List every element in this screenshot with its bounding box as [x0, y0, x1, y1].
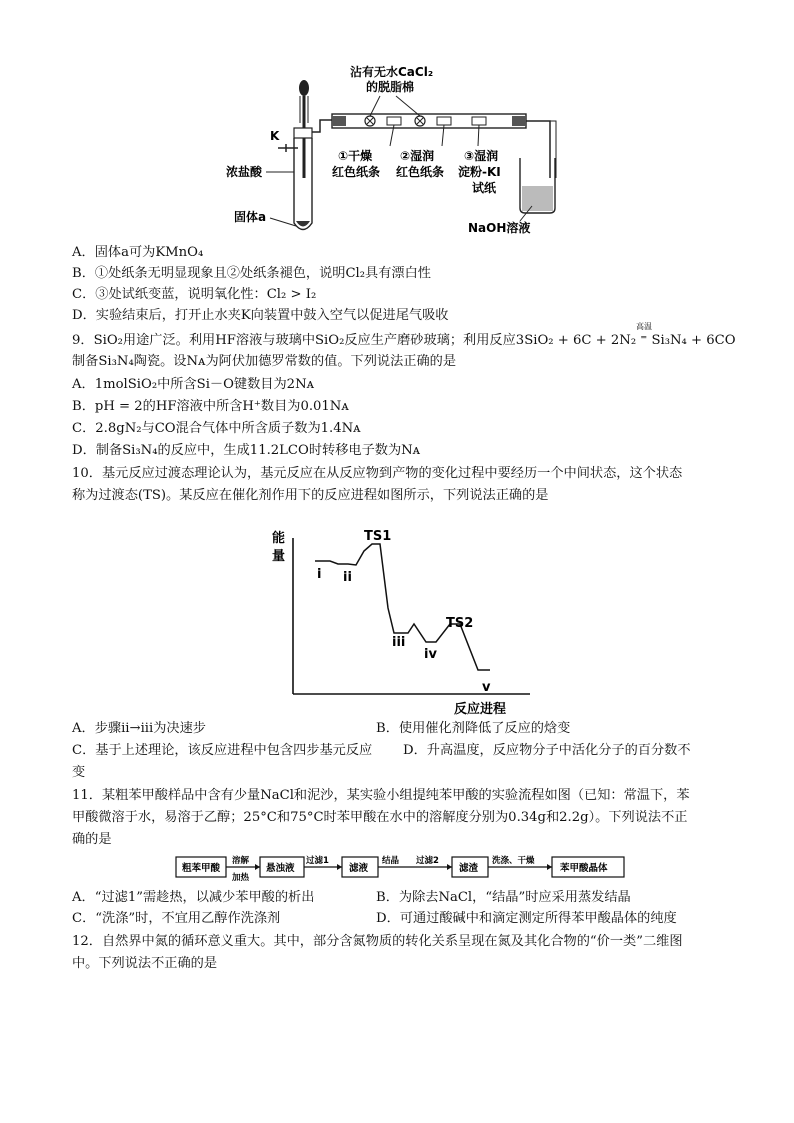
q11-option-b: B．为除去NaCl，“结晶”时应采用蒸发结晶: [376, 890, 631, 905]
paper1-label-line1: ①干燥: [338, 149, 373, 163]
label-ts2: TS2: [446, 616, 474, 631]
q10-option-c: C．基于上述理论，该反应进程中包含四步基元反应: [72, 743, 373, 758]
q8-option-c: C．③处试纸变蓝，说明氧化性：Cl₂ > I₂: [72, 287, 317, 302]
flow-chart: [172, 850, 652, 884]
label-v: v: [482, 680, 491, 695]
cacl2-label-line2: 的脱脂棉: [366, 80, 415, 94]
paper3-label-line1: ③湿润: [464, 149, 499, 163]
k-label: K: [270, 129, 280, 143]
label-iii: iii: [392, 635, 406, 650]
q12-stem-line1: 12．自然界中氮的循环意义重大。其中，部分含氮物质的转化关系呈现在氮及其化合物的“价一类”二维图: [72, 934, 683, 949]
q10-stem-line2: 称为过渡态(TS)。某反应在催化剂作用下的反应进程如图所示，下列说法正确的是: [72, 488, 549, 503]
flow-box-crystal-text: 苯甲酸晶体: [560, 863, 608, 874]
flow-step-dissolve: 溶解: [232, 856, 250, 866]
solid-a-label: 固体a: [234, 210, 267, 224]
label-i: i: [317, 567, 322, 582]
q10-option-d-cont: 变: [72, 765, 86, 780]
paper3-label-line3: 试纸: [472, 181, 497, 195]
glass-tube: [332, 114, 526, 128]
apparatus-figure: [220, 58, 560, 240]
flow-box-crude-text: 粗苯甲酸: [182, 863, 221, 874]
flow-box-suspension-text: 悬浊液: [266, 863, 295, 874]
energy-xlabel: 反应进程: [454, 702, 507, 717]
flow-box-residue-text: 滤渣: [459, 863, 479, 874]
q12-stem-line2: 中。下列说法不正确的是: [72, 956, 218, 971]
label-iv: iv: [424, 647, 437, 662]
label-ts1: TS1: [364, 529, 392, 544]
cacl2-label-line1: 沾有无水CaCl₂: [350, 65, 434, 79]
q11-option-c: C．“洗涤”时，不宜用乙醇作洗涤剂: [72, 911, 281, 926]
flow-step-wash-dry: 洗涤、干燥: [492, 856, 535, 866]
flow-step-filter2: 过滤2: [416, 856, 439, 866]
q10-stem-line1: 10．基元反应过渡态理论认为，基元反应在从反应物到产物的变化过程中要经历一个中间状态，这个状态: [72, 466, 683, 481]
q8-option-a: A．固体a可为KMnO₄: [72, 245, 204, 260]
q9-option-b: B．pH = 2的HF溶液中所含H⁺数目为0.01Nᴀ: [72, 399, 349, 414]
flow-box-filtrate-text: 滤液: [349, 863, 369, 874]
q10-option-b: B．使用催化剂降低了反应的焓变: [376, 721, 571, 736]
label-ii: ii: [343, 570, 352, 585]
paper2-label-line1: ②湿润: [400, 149, 435, 163]
q9-option-a: A．1molSiO₂中所含Si－O键数目为2Nᴀ: [72, 377, 315, 392]
energy-curve: [315, 544, 490, 670]
paper1-label-line2: 红色纸条: [332, 165, 381, 179]
q10-option-a: A．步骤ii→iii为决速步: [72, 721, 206, 736]
paper3-label-line2: 淀粉-KI: [458, 165, 501, 179]
q9-reaction-condition: 高温: [636, 322, 652, 331]
q11-option-d: D．可通过酸碱中和滴定测定所得苯甲酸晶体的纯度: [376, 911, 677, 926]
q11-stem-line1: 11．某粗苯甲酸样品中含有少量NaCl和泥沙，某实验小组提纯苯甲酸的实验流程如图（已知：常温下，苯: [72, 788, 690, 803]
q11-option-a: A．“过滤1”需趁热，以减少苯甲酸的析出: [72, 890, 315, 905]
q9-stem-line1: 9．SiO₂用途广泛。利用HF溶液与玻璃中SiO₂反应生产磨砂玻璃；利用反应3SiO₂ + 6C + 2N₂ ⁼ Si₃N₄ + 6CO: [72, 333, 736, 348]
energy-ylabel-2: 量: [272, 549, 286, 564]
q11-stem-line2: 甲酸微溶于水，易溶于乙醇；25°C和75°C时苯甲酸在水中的溶解度分别为0.34g和2.2g）。下列说法不正: [72, 810, 688, 825]
q8-option-b: B．①处纸条无明显现象且②处纸条褪色，说明Cl₂具有漂白性: [72, 266, 431, 281]
hcl-label: 浓盐酸: [226, 165, 263, 179]
flow-step-heat: 加热: [232, 873, 250, 883]
paper2-label-line2: 红色纸条: [396, 165, 445, 179]
q10-option-d: D．升高温度，反应物分子中活化分子的百分数不: [403, 743, 691, 758]
q9-stem-line2: 制备Si₃N₄陶瓷。设Nᴀ为阿伏加德罗常数的值。下列说法正确的是: [72, 354, 457, 369]
q11-stem-line3: 确的是: [72, 832, 112, 847]
naoh-label: NaOH溶液: [468, 221, 531, 235]
q9-option-c: C．2.8gN₂与CO混合气体中所含质子数为1.4Nᴀ: [72, 421, 361, 436]
energy-ylabel-1: 能: [272, 531, 286, 546]
q8-option-d: D．实验结束后，打开止水夹K向装置中鼓入空气以促进尾气吸收: [72, 308, 449, 323]
flow-step-filter1: 过滤1: [306, 856, 329, 866]
energy-diagram: [268, 520, 538, 718]
flow-step-crystallize: 结晶: [382, 856, 400, 866]
q9-option-d: D．制备Si₃N₄的反应中，生成11.2LCO时转移电子数为Nᴀ: [72, 443, 421, 458]
stopcock-k: [278, 144, 298, 152]
